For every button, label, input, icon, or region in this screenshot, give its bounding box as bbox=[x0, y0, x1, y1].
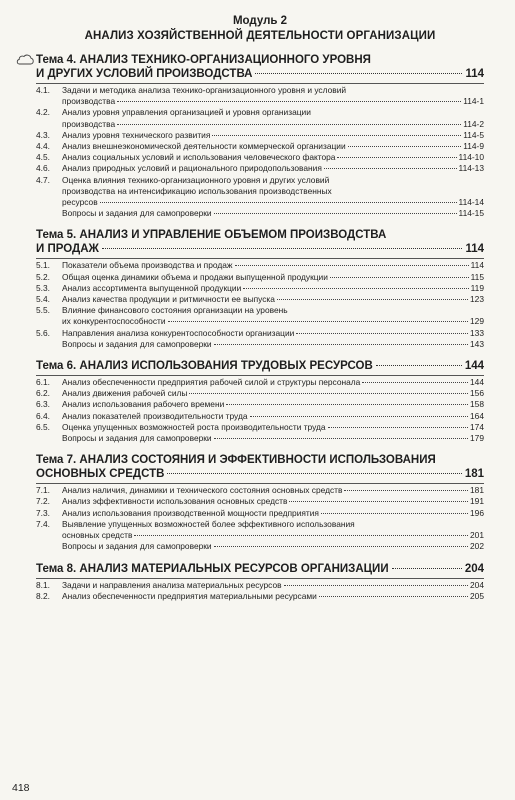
module-title: АНАЛИЗ ХОЗЯЙСТВЕННОЙ ДЕЯТЕЛЬНОСТИ ОРГАНИЗАЦИИ bbox=[84, 30, 436, 42]
entry-page: 114-13 bbox=[458, 163, 484, 174]
entry-page: 179 bbox=[470, 433, 484, 444]
toc-entry bbox=[36, 85, 484, 107]
entry-number: 4.7. bbox=[36, 174, 50, 185]
entry-page: 205 bbox=[470, 590, 484, 601]
entry-number: 4.5. bbox=[36, 152, 50, 163]
entry-title: Анализ использования рабочего времени bbox=[62, 399, 225, 410]
entry-page: 129 bbox=[470, 316, 484, 327]
toc-entry bbox=[36, 519, 484, 541]
entry-page: 174 bbox=[470, 421, 484, 432]
entry-page: 114-9 bbox=[463, 141, 484, 152]
toc-entry bbox=[36, 152, 484, 163]
toc-section bbox=[36, 453, 484, 552]
dot-leader bbox=[328, 427, 468, 428]
entry-title: Направления анализа конкурентоспособности организации bbox=[62, 327, 295, 338]
entry-number: 5.1. bbox=[36, 260, 50, 271]
toc-section bbox=[36, 359, 484, 444]
toc-entry bbox=[36, 141, 484, 152]
entry-title: Показатели объема производства и продаж bbox=[62, 260, 233, 271]
dot-leader bbox=[344, 490, 468, 491]
entry-title: Анализ уровня управления организацией и уровня организации bbox=[62, 107, 311, 118]
entry-number: 5.6. bbox=[36, 327, 50, 338]
entry-page: 114-14 bbox=[458, 197, 484, 208]
dot-leader bbox=[117, 101, 461, 102]
dot-leader bbox=[348, 146, 462, 147]
module-number: Модуль 2 bbox=[232, 15, 288, 27]
entry-page: 119 bbox=[470, 282, 484, 293]
entry-title: Выявление упущенных возможностей более эффективного использования bbox=[62, 518, 355, 529]
entry-title: Анализ эффективности использования основных средств bbox=[62, 496, 288, 507]
section-title: И ПРОДАЖ bbox=[36, 243, 99, 256]
entry-number bbox=[36, 339, 62, 350]
section-heading bbox=[36, 453, 484, 481]
entry-title: Анализ обеспеченности предприятия материальными ресурсами bbox=[62, 590, 317, 601]
entry-page: 201 bbox=[470, 530, 484, 541]
section-title: Тема 8. АНАЛИЗ МАТЕРИАЛЬНЫХ РЕСУРСОВ ОРГАНИЗАЦИИ bbox=[36, 562, 389, 575]
entry-number: 5.5. bbox=[36, 305, 50, 316]
entry-title: Анализ движения рабочей силы bbox=[62, 388, 188, 399]
dot-leader bbox=[337, 157, 456, 158]
entry-title: Задачи и направления анализа материальных ресурсов bbox=[62, 579, 282, 590]
page-number: 418 bbox=[12, 782, 30, 794]
toc-entry bbox=[36, 580, 484, 591]
entry-page: 143 bbox=[470, 338, 484, 349]
entry-number: 4.6. bbox=[36, 163, 50, 174]
entry-title: их конкурентоспособности bbox=[62, 316, 166, 327]
entry-number: 5.3. bbox=[36, 282, 50, 293]
entry-title: производства bbox=[62, 96, 116, 107]
dot-leader bbox=[284, 585, 468, 586]
toc-entry bbox=[36, 339, 484, 350]
dot-leader bbox=[212, 135, 461, 136]
entry-number: 6.3. bbox=[36, 399, 50, 410]
entry-number bbox=[36, 433, 62, 444]
entry-page: 114-15 bbox=[458, 208, 484, 219]
toc-entry bbox=[36, 508, 484, 519]
toc-entry bbox=[36, 411, 484, 422]
entry-page: 156 bbox=[470, 388, 484, 399]
divider bbox=[36, 258, 484, 259]
entry-title: Анализ уровня технического развития bbox=[62, 129, 211, 140]
entry-title: Вопросы и задания для самопроверки bbox=[62, 208, 212, 219]
entry-number: 7.4. bbox=[36, 518, 50, 529]
dot-leader bbox=[226, 404, 468, 405]
section-heading bbox=[36, 359, 484, 373]
section-title: Тема 6. АНАЛИЗ ИСПОЛЬЗОВАНИЯ ТРУДОВЫХ РЕСУРСОВ bbox=[36, 360, 373, 373]
entry-page: 114-10 bbox=[458, 152, 484, 163]
section-page: 114 bbox=[465, 243, 484, 256]
entry-page: 191 bbox=[470, 496, 484, 507]
toc-entry bbox=[36, 388, 484, 399]
section-heading bbox=[36, 53, 484, 81]
entry-title: Вопросы и задания для самопроверки bbox=[62, 338, 212, 349]
entry-number: 5.4. bbox=[36, 294, 50, 305]
dot-leader bbox=[214, 546, 468, 547]
entry-page: 204 bbox=[470, 579, 484, 590]
dot-leader bbox=[189, 393, 468, 394]
entry-title: Влияние финансового состояния организации на уровень bbox=[62, 305, 288, 316]
dot-leader bbox=[168, 321, 468, 322]
entry-title: Анализ показателей производительности труда bbox=[62, 410, 248, 421]
toc-entry bbox=[36, 283, 484, 294]
dot-leader bbox=[277, 299, 468, 300]
toc-entry bbox=[36, 399, 484, 410]
toc-entry bbox=[36, 294, 484, 305]
dot-leader bbox=[321, 513, 468, 514]
entry-number: 4.1. bbox=[36, 85, 50, 95]
section-title: Тема 4. АНАЛИЗ ТЕХНИКО-ОРГАНИЗАЦИОННОГО УРОВНЯ bbox=[36, 54, 371, 66]
section-title: Тема 5. АНАЛИЗ И УПРАВЛЕНИЕ ОБЪЕМОМ ПРОИЗВОДСТВА bbox=[36, 229, 387, 242]
toc-section bbox=[36, 562, 484, 602]
toc-page bbox=[36, 14, 484, 611]
entry-title: Анализ обеспеченности предприятия рабочей силой и структуры персонала bbox=[62, 377, 361, 388]
section-page: 114 bbox=[465, 68, 484, 80]
section-heading bbox=[36, 228, 484, 256]
entry-title: основных средств bbox=[62, 530, 133, 541]
toc-section bbox=[36, 53, 484, 219]
entry-page: 114-5 bbox=[463, 129, 484, 140]
entry-title: Вопросы и задания для самопроверки bbox=[62, 541, 212, 552]
entry-title: Оценка упущенных возможностей роста производительности труда bbox=[62, 421, 326, 432]
entry-number bbox=[36, 541, 62, 552]
entry-number: 6.2. bbox=[36, 388, 50, 399]
entry-page: 114 bbox=[470, 260, 484, 271]
toc-entry bbox=[36, 175, 484, 209]
dot-leader bbox=[324, 168, 457, 169]
entry-page: 144 bbox=[470, 377, 484, 388]
dot-leader bbox=[102, 248, 463, 249]
entry-number: 7.3. bbox=[36, 507, 50, 518]
section-heading bbox=[36, 562, 484, 576]
toc-entry bbox=[36, 163, 484, 174]
toc-entry bbox=[36, 208, 484, 219]
divider bbox=[36, 483, 484, 484]
entry-number: 4.4. bbox=[36, 141, 50, 152]
dot-leader bbox=[214, 438, 468, 439]
entry-title: Анализ наличия, динамики и технического состояния основных средств bbox=[62, 485, 343, 496]
toc-entry bbox=[36, 377, 484, 388]
dot-leader bbox=[250, 416, 469, 417]
entry-number: 5.2. bbox=[36, 271, 50, 282]
entry-title: Анализ ассортимента выпущенной продукции bbox=[62, 282, 242, 293]
entry-page: 181 bbox=[470, 485, 484, 496]
entry-number: 4.2. bbox=[36, 107, 50, 118]
toc-entry bbox=[36, 496, 484, 507]
divider bbox=[36, 375, 484, 376]
toc-entry bbox=[36, 272, 484, 283]
toc-entry bbox=[36, 433, 484, 444]
toc-sections bbox=[36, 53, 484, 602]
dot-leader bbox=[255, 73, 462, 74]
cloud-icon bbox=[16, 54, 34, 65]
entry-page: 123 bbox=[470, 294, 484, 305]
dot-leader bbox=[214, 344, 468, 345]
entry-page: 196 bbox=[470, 507, 484, 518]
section-title: Тема 7. АНАЛИЗ СОСТОЯНИЯ И ЭФФЕКТИВНОСТИ ИСПОЛЬЗОВАНИЯ bbox=[36, 454, 436, 467]
entry-page: 114-2 bbox=[463, 118, 484, 129]
entry-page: 158 bbox=[470, 399, 484, 410]
section-title: ОСНОВНЫХ СРЕДСТВ bbox=[36, 468, 165, 481]
entry-title: Оценка влияния технико-организационного уровня и других условий bbox=[62, 174, 330, 185]
divider bbox=[36, 578, 484, 579]
toc-entry bbox=[36, 260, 484, 271]
entry-number: 6.4. bbox=[36, 410, 50, 421]
entry-number bbox=[36, 208, 62, 219]
entry-title: Анализ социальных условий и использования человеческого фактора bbox=[62, 152, 336, 163]
entry-title: Анализ использования производственной мощности предприятия bbox=[62, 507, 319, 518]
divider bbox=[36, 83, 484, 84]
entry-number: 7.2. bbox=[36, 496, 50, 507]
section-page: 181 bbox=[464, 468, 484, 481]
entry-title: Задачи и методика анализа технико-организационного уровня и условий bbox=[62, 85, 347, 95]
dot-leader bbox=[319, 596, 468, 597]
entry-number: 6.1. bbox=[36, 377, 50, 388]
entry-number: 6.5. bbox=[36, 421, 50, 432]
toc-entry bbox=[36, 591, 484, 602]
dot-leader bbox=[243, 288, 468, 289]
entry-page: 133 bbox=[470, 327, 484, 338]
entry-title: Общая оценка динамики объема и продажи выпущенной продукции bbox=[62, 271, 328, 282]
dot-leader bbox=[117, 124, 461, 125]
toc-entry bbox=[36, 541, 484, 552]
entry-number: 4.3. bbox=[36, 129, 50, 140]
entry-number: 7.1. bbox=[36, 485, 50, 496]
section-title: И ДРУГИХ УСЛОВИЙ ПРОИЗВОДСТВА bbox=[36, 68, 253, 80]
entry-number: 8.2. bbox=[36, 590, 50, 601]
dot-leader bbox=[289, 501, 468, 502]
section-page: 144 bbox=[464, 360, 484, 373]
entry-page: 115 bbox=[470, 271, 484, 282]
toc-entry bbox=[36, 485, 484, 496]
toc-entry bbox=[36, 130, 484, 141]
dot-leader bbox=[134, 535, 468, 536]
entry-page: 114-1 bbox=[463, 96, 484, 107]
toc-entry bbox=[36, 305, 484, 327]
dot-leader bbox=[214, 213, 457, 214]
dot-leader bbox=[296, 333, 468, 334]
toc-entry bbox=[36, 107, 484, 129]
entry-title: Анализ качества продукции и ритмичности ее выпуска bbox=[62, 294, 275, 305]
section-page: 204 bbox=[464, 562, 484, 575]
entry-title: Анализ природных условий и рационального природопользования bbox=[62, 163, 322, 174]
entry-title: производства на интенсификацию использования производственных bbox=[62, 185, 332, 196]
dot-leader bbox=[100, 202, 457, 203]
dot-leader bbox=[235, 265, 469, 266]
toc-entry bbox=[36, 422, 484, 433]
dot-leader bbox=[330, 277, 469, 278]
dot-leader bbox=[376, 365, 462, 366]
dot-leader bbox=[167, 473, 461, 474]
entry-number: 8.1. bbox=[36, 579, 50, 590]
entry-title: Вопросы и задания для самопроверки bbox=[62, 433, 212, 444]
toc-section bbox=[36, 228, 484, 350]
entry-page: 164 bbox=[470, 410, 484, 421]
dot-leader bbox=[392, 568, 462, 569]
toc-entry bbox=[36, 328, 484, 339]
entry-title: Анализ внешнеэкономической деятельности коммерческой организации bbox=[62, 141, 346, 152]
entry-title: ресурсов bbox=[62, 197, 98, 208]
entry-title: производства bbox=[62, 118, 116, 129]
entry-page: 202 bbox=[470, 541, 484, 552]
dot-leader bbox=[362, 382, 468, 383]
